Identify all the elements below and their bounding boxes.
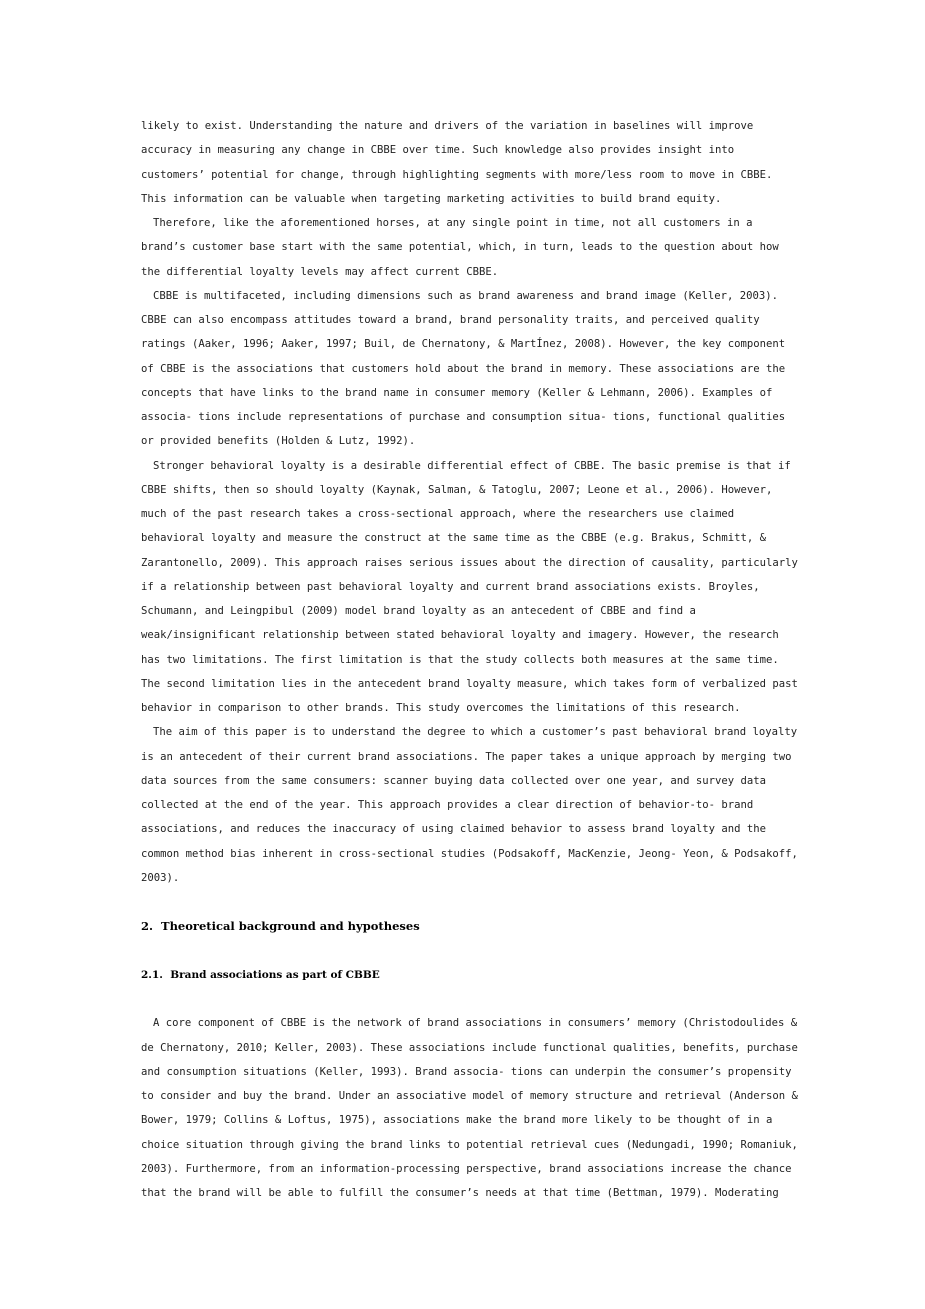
text-line: associations, and reduces the inaccuracy of using claimed behavior to assess brand loyalty and the bbox=[141, 823, 767, 836]
text-line: Bower, 1979; Collins & Loftus, 1975), associations make the brand more likely to be thought of in a bbox=[141, 1114, 773, 1127]
text-line: likely to exist. Understanding the nature and drivers of the variation in baselines will improve bbox=[141, 120, 754, 132]
spacer bbox=[141, 939, 791, 963]
text-line: The aim of this paper is to understand the degree to which a customer’s past behavioral brand loyalty bbox=[153, 726, 798, 739]
text-line: customers’ potential for change, through highlighting segments with more/less room to move in CBBE. bbox=[141, 168, 773, 181]
text-line: if a relationship between past behavioral loyalty and current brand associations exists. Broyles, bbox=[141, 580, 760, 593]
text-line: is an antecedent of their current brand associations. The paper takes a unique approach by merging two bbox=[141, 750, 792, 763]
text-line: or provided benefits (Holden & Lutz, 1992). bbox=[141, 435, 416, 448]
paragraph-aim bbox=[141, 720, 798, 890]
text-line: CBBE is multifaceted, including dimensions such as brand awareness and brand image (Keller, 2003). bbox=[153, 289, 779, 302]
paper-page bbox=[141, 114, 798, 1205]
paragraph-behavioral-loyalty bbox=[141, 454, 798, 721]
text-line: has two limitations. The first limitation is that the study collects both measures at the same time. bbox=[141, 653, 779, 666]
paragraph-baselines bbox=[141, 114, 791, 211]
text-line: This information can be valuable when targeting marketing activities to build brand equity. bbox=[141, 192, 722, 205]
text-line: collected at the end of the year. This approach provides a clear direction of behavior-to- brand bbox=[141, 799, 754, 811]
text-line: Schumann, and Leingpibul (2009) model brand loyalty as an antecedent of CBBE and find a bbox=[141, 605, 696, 617]
paragraph-core-component bbox=[141, 1011, 798, 1205]
text-line: CBBE shifts, then so should loyalty (Kaynak, Salman, & Tatoglu, 2007; Leone et al., 2006). However, bbox=[141, 483, 773, 496]
text-line: Stronger behavioral loyalty is a desirable differential effect of CBBE. The basic premise is that if bbox=[153, 459, 791, 472]
subsection-heading: 2.1. Brand associations as part of CBBE bbox=[141, 968, 380, 981]
text-line: data sources from the same consumers: scanner buying data collected over one year, and survey data bbox=[141, 774, 767, 787]
text-line: 2003). bbox=[141, 871, 180, 884]
text-line: ratings (Aaker, 1996; Aaker, 1997; Buil, de Chernatony, & MartÍnez, 2008). However, the key component bbox=[141, 338, 786, 351]
paragraph-horses bbox=[141, 211, 791, 284]
text-line: concepts that have links to the brand name in consumer memory (Keller & Lehmann, 2006). Examples of bbox=[141, 386, 773, 399]
text-line: A core component of CBBE is the network of brand associations in consumers’ memory (Christodoulides & bbox=[153, 1017, 798, 1030]
text-line: much of the past research takes a cross-sectional approach, where the researchers use claimed bbox=[141, 508, 735, 520]
spacer bbox=[141, 890, 791, 914]
text-line: de Chernatony, 2010; Keller, 2003). These associations include functional qualities, benefits, purchase bbox=[141, 1041, 798, 1054]
section-heading: 2. Theoretical background and hypotheses bbox=[141, 919, 420, 934]
text-line: to consider and buy the brand. Under an associative model of memory structure and retrieval (Anderson & bbox=[141, 1090, 798, 1102]
text-line: that the brand will be able to fulfill the consumer’s needs at that time (Bettman, 1979). Moderating bbox=[141, 1187, 779, 1199]
text-line: of CBBE is the associations that customers hold about the brand in memory. These associations are the bbox=[141, 362, 786, 375]
text-line: the differential loyalty levels may affect current CBBE. bbox=[141, 265, 499, 278]
spacer bbox=[141, 987, 791, 1011]
text-line: associa- tions include representations of purchase and consumption situa- tions, functional qualities bbox=[141, 411, 786, 423]
paragraph-cbbe-multifaceted bbox=[141, 284, 791, 454]
text-line: behavior in comparison to other brands. This study overcomes the limitations of this research. bbox=[141, 702, 741, 714]
text-line: Zarantonello, 2009). This approach raises serious issues about the direction of causality, particularly bbox=[141, 556, 798, 569]
text-line: accuracy in measuring any change in CBBE over time. Such knowledge also provides insight into bbox=[141, 144, 735, 157]
text-line: behavioral loyalty and measure the construct at the same time as the CBBE (e.g. Brakus, Schmitt, & bbox=[141, 532, 767, 545]
text-line: weak/insignificant relationship between stated behavioral loyalty and imagery. However, the research bbox=[141, 629, 779, 642]
text-line: Therefore, like the aforementioned horses, at any single point in time, not all customers in a bbox=[153, 217, 753, 229]
text-line: CBBE can also encompass attitudes toward a brand, brand personality traits, and perceived quality bbox=[141, 314, 760, 326]
text-line: brand’s customer base start with the same potential, which, in turn, leads to the question about how bbox=[141, 241, 779, 254]
text-line: The second limitation lies in the antecedent brand loyalty measure, which takes form of verbalized past bbox=[141, 677, 798, 690]
text-line: common method bias inherent in cross-sectional studies (Podsakoff, MacKenzie, Jeong- Yeon, & Podsakoff, bbox=[141, 847, 798, 860]
text-line: choice situation through giving the brand links to potential retrieval cues (Nedungadi, 1990; Romaniuk, bbox=[141, 1138, 798, 1151]
text-line: and consumption situations (Keller, 1993). Brand associa- tions can underpin the consumer’s propensity bbox=[141, 1065, 792, 1078]
text-line: 2003). Furthermore, from an information-processing perspective, brand associations increase the chance bbox=[141, 1162, 792, 1175]
